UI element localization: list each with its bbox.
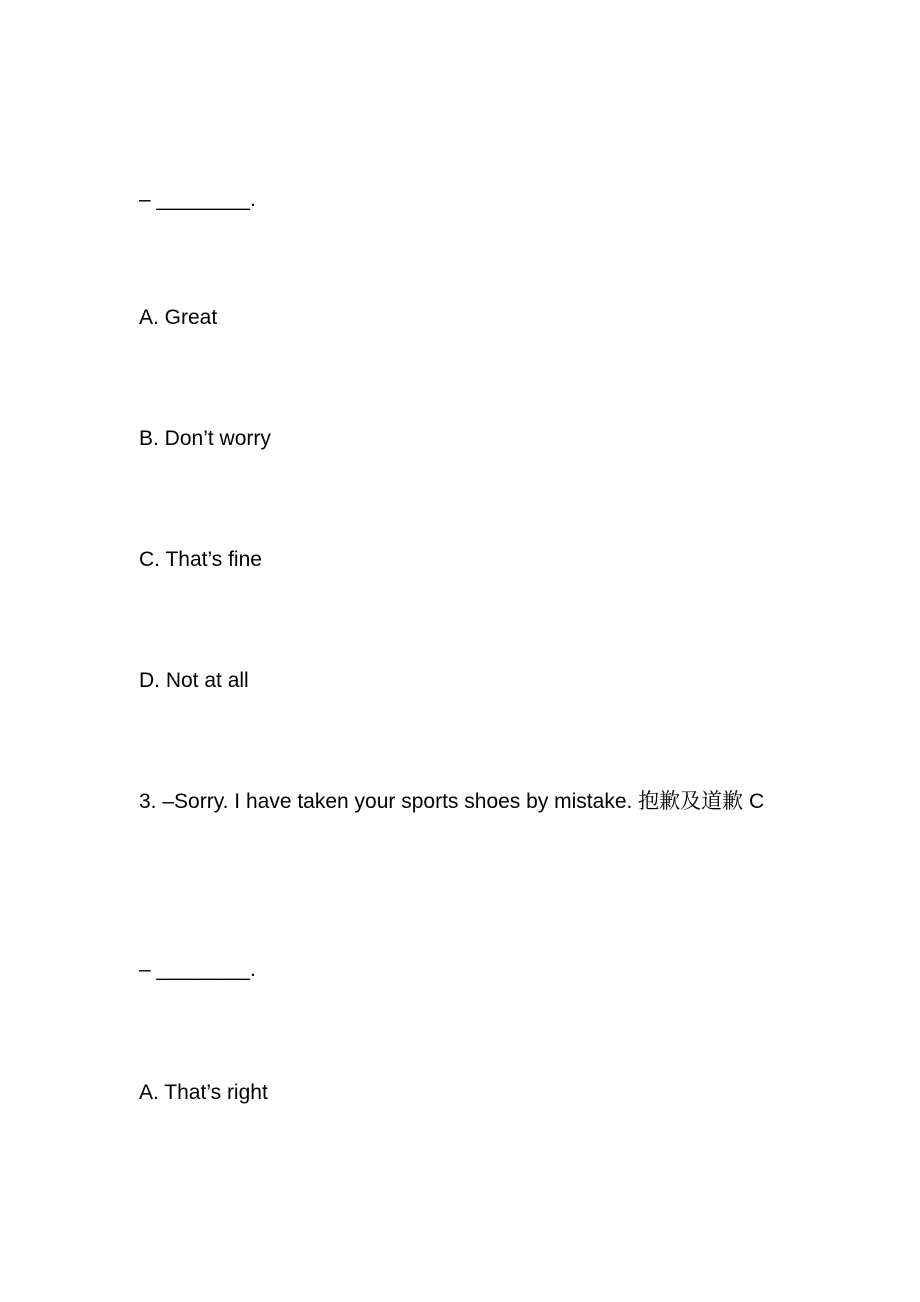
option-d-not-at-all: D. Not at all — [139, 669, 249, 692]
option-b-dont-worry: B. Don’t worry — [139, 427, 271, 450]
option-a-thats-right: A. That’s right — [139, 1081, 268, 1104]
answer-blank-line: – ________. — [139, 188, 256, 211]
answer-blank-line-2: – ________. — [139, 958, 256, 981]
option-a-great: A. Great — [139, 306, 218, 329]
option-c-thats-fine: C. That’s fine — [139, 548, 262, 571]
question-3-prompt: 3. –Sorry. I have taken your sports shoes by mistake. 抱歉及道歉 C — [139, 790, 765, 813]
